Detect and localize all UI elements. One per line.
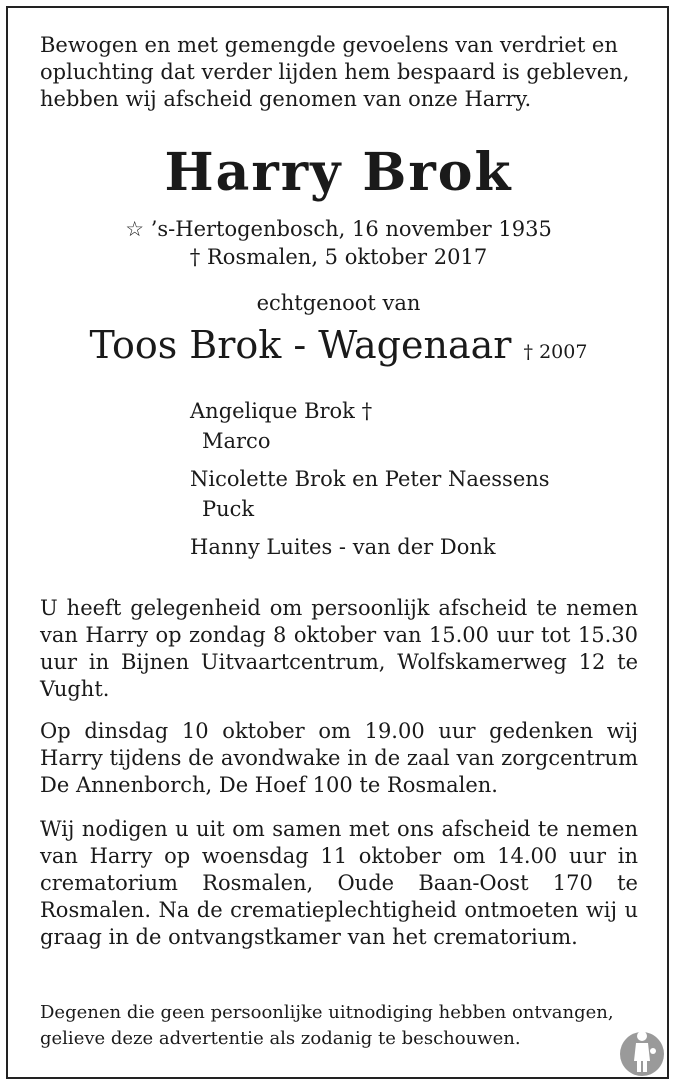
birth-details: ’s-Hertogenbosch, 16 november 1935 [150, 217, 552, 241]
family-member-1-sub: Marco [202, 429, 271, 453]
spouse-name: Toos Brok - Wagenaar [89, 323, 512, 367]
family-member-2-sub: Puck [202, 497, 255, 521]
death-details: Rosmalen, 5 oktober 2017 [206, 245, 488, 269]
spouse-death-year: 2007 [539, 341, 588, 363]
deceased-name: Harry Brok [164, 142, 513, 203]
paragraph-vigil: Op dinsdag 10 oktober om 19.00 uur gedenken wij Harry tijdens de avondwake in de zaal van zorgcentrum De Annenborch, De Hoef 100 te Rosmalen. [40, 719, 638, 797]
memorial-figure-icon [616, 1026, 668, 1076]
spouse-death [524, 341, 588, 363]
footer-text: Degenen die geen persoonlijke uitnodiging hebben ontvangen, gelieve deze advertentie als zodanig te beschouwen. [40, 1002, 614, 1049]
death-cross-icon: † [189, 245, 201, 269]
family-member-1: Angelique Brok † [190, 399, 373, 423]
birth-star-icon: ☆ [125, 217, 145, 241]
spouse-line [0, 322, 677, 375]
spouse-cross-icon: † [523, 341, 534, 363]
spouse-prefix: echtgenoot van [256, 291, 421, 315]
paragraph-viewing: U heeft gelegenheid om persoonlijk afscheid te nemen van Harry op zondag 8 oktober van 15.00 uur tot 15.30 uur in Bijnen Uitvaartcentrum, Wolfskamerweg 12 te Vught. [40, 596, 638, 701]
birth-line [0, 216, 677, 243]
family-member-3: Hanny Luites - van der Donk [190, 535, 496, 559]
intro-text: Bewogen en met gemengde gevoelens van verdriet en opluchting dat verder lijden hem bespaard is gebleven, hebben wij afscheid genomen van onze Harry. [40, 33, 630, 111]
family-member-2: Nicolette Brok en Peter Naessens [190, 467, 550, 491]
death-line [0, 244, 677, 271]
paragraph-cremation: Wij nodigen u uit om samen met ons afscheid te nemen van Harry op woensdag 11 oktober om 14.00 uur in crematorium Rosmalen, Oude Baan-Oost 170 te Rosmalen. Na de crematieplechtigheid ontmoeten wij u graag in de ontvangstkamer van het crematorium. [40, 817, 638, 949]
